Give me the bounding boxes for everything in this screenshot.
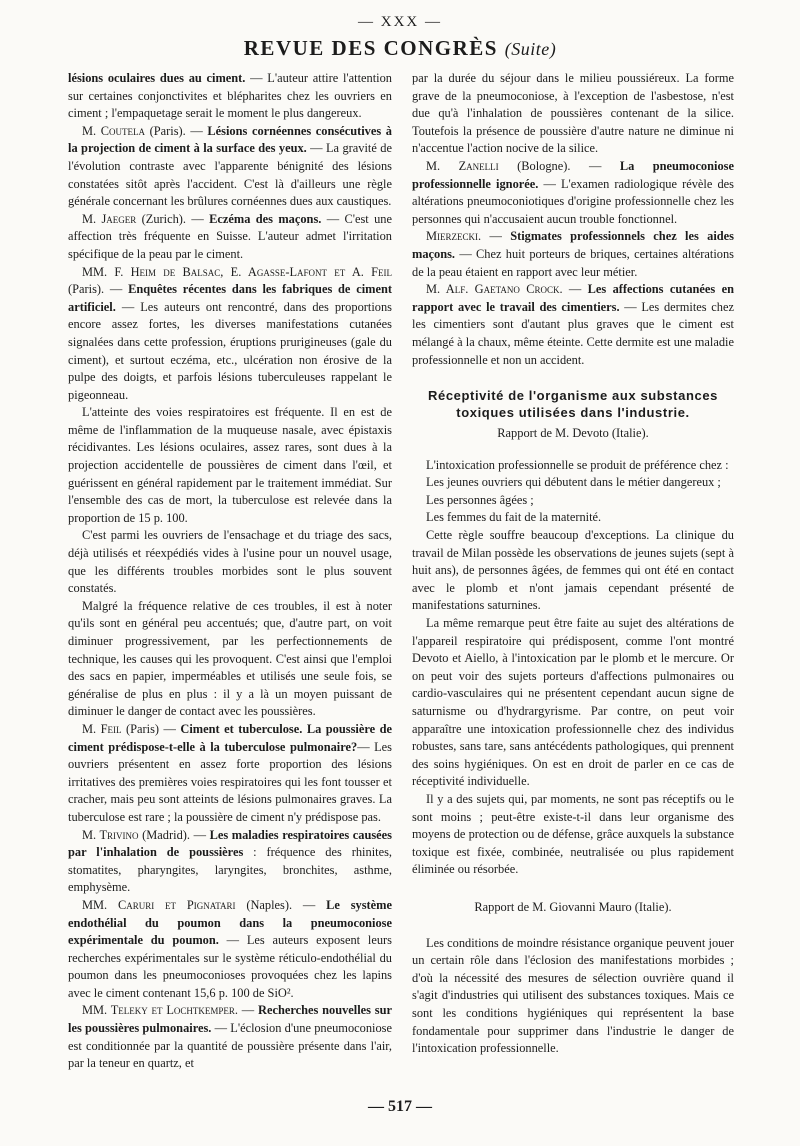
paragraph — [412, 158, 734, 228]
roman-page-number: — XXX — — [358, 14, 442, 30]
paragraph — [68, 264, 392, 405]
bold-text: Le système endothélial du poumon dans la pneumoconiose expérimentale du poumon. — [68, 897, 392, 948]
paragraph — [68, 211, 392, 264]
bold-text: Eczéma des maçons. — [209, 211, 322, 226]
text: — Les ouvriers présentent en assez forte proportion des lésions irritatives des premières voies respiratoires qui les font tousser et cracher, mais peu sont atteints de lésions pulmonaires graves. La tuberculose est rare ; la poussière de ciment n'y prédispose pas. — [68, 739, 393, 824]
paragraph: La même remarque peut être faite au sujet des altérations de l'appareil respiratoire qui prédisposent, comme l'ont montré Devoto et Aiello, à l'intoxication par le plomb et le mercure. Or on peut voir des sujets porteurs d'affections pulmonaires ou cardio-vasculaires qui ne présentent cependant aucun signe de saturnisme ou d'hydrargyrisme. Par contre, on peut voir apparaître une intoxication professionnelle chez des individus robustes, sans tare, sans antécédents pathologiques, qui prennent des soins hygiéniques. On est en droit de parler en ce cas de réceptivité individuelle. — [412, 616, 734, 789]
right-column — [412, 70, 734, 1058]
bold-text: Stigmates professionnels chez les aides maçons. — [412, 229, 734, 261]
author: MM. Caruri et Pignatari — [82, 897, 236, 912]
bold-text: Lésions cornéennes consécutives à la projection de ciment à la surface des yeux. — [68, 123, 392, 156]
paragraph — [68, 827, 392, 897]
bold-text: La pneumoconiose professionnelle ignorée. — [412, 158, 734, 191]
text: (Paris). — — [68, 282, 129, 297]
text: — Chez huit porteurs de briques, certaines altérations de la peau étaient en rapport avec leur métier. — [412, 246, 734, 279]
bold-text: Recherches nouvelles sur les poussières pulmonaires. — [68, 1003, 392, 1036]
author: Mierzecki. — [426, 229, 482, 244]
paragraph: Malgré la fréquence relative de ces troubles, il est à noter qu'ils sont en général peu accentués; que, d'autre part, on voit diminuer progressivement, par les perfectionnements de technique, les causes qui les provoquent. C'est ainsi que l'emploi des sacs en papier, imperméables et utilisés une seule fois, se généralise de plus en plus : il y a là un moyen puissant de diminuer le danger de contact avec les poussières. — [68, 598, 392, 719]
author: M. Trivino — [82, 827, 139, 842]
paragraph: par la durée du séjour dans le milieu poussiéreux. La forme grave de la pneumoconiose, à l'exception de l'asbestose, n'est due qu'à l'inhalation de poussières contenant de la silice. Toutefois la présence de poussière d'autre nature ne diminue ni n'accentue l'action nocive de la silice. — [412, 71, 734, 156]
author: M. Jaeger — [82, 211, 137, 226]
paragraph: Il y a des sujets qui, par moments, ne sont pas réceptifs ou le sont moins ; peut-être existe-t-il dans leur organisme des moyens de protection ou de défense, grâce auxquels la substance toxique est fixée, combinée, neutralisée ou plus rapidement éliminée ou résorbée. — [412, 791, 734, 877]
paragraph — [412, 281, 734, 369]
text: — La gravité de l'évolution contraste avec l'apparente bénignité des lésions constatées sitôt après l'accident. C'est là d'ailleurs une règle générale concernant les brûlures cornéennes dues aux caustiques. — [68, 141, 392, 209]
bold-text: Enquêtes récentes dans les fabriques de ciment artificiel. — [68, 282, 392, 314]
text: — — [562, 282, 588, 297]
page-title — [0, 36, 800, 61]
paragraph: Les personnes âgées ; — [426, 492, 534, 507]
text: — Les auteurs exposent leurs recherches expérimentales sur le système réticulo-endothélial du poumon dans les pneumoconioses provoquées chez les lapins avec le ciment contenant 15,6 p. 100 de SiO². — [68, 933, 392, 1000]
title-text: REVUE DES CONGRÈS — [243, 36, 498, 60]
page-number: — 517 — — [368, 1098, 432, 1115]
text: (Paris). — — [145, 123, 208, 138]
text: (Bologne). — — [498, 158, 620, 173]
text: — L'éclosion d'une pneumoconiose est conditionnée par la quantité de poussière présente dans l'air, par la teneur en quartz, et — [68, 1021, 392, 1071]
author: MM. Teleky et Lochtkemper. — [82, 1003, 239, 1018]
paragraph: C'est parmi les ouvriers de l'ensachage et du triage des sacs, déjà utilisés et réexpédiés vides à l'usine pour un nouvel usage, que les différents troubles morbides sont le plus souvent constatés. — [68, 528, 392, 596]
paragraph — [412, 228, 734, 281]
author: MM. F. Heim de Balsac, E. Agasse-Lafont et A. Feil — [82, 264, 392, 279]
author: M. Coutela — [82, 123, 145, 138]
author: M. Feil — [82, 721, 122, 736]
paragraph: L'atteinte des voies respiratoires est fréquente. Il en est de même de l'inflammation de la muqueuse nasale, avec épistaxis récidivantes. Les lésions oculaires, assez rares, sont dues à la projection accidentelle de poussières de ciment dans l'œil, et guérissent en général rapidement par le traitement immédiat. Sur l'ensemble des cas de mort, la tuberculose est relevée dans la proportion de 15 p. 100. — [68, 405, 392, 525]
text: (Madrid). — — [138, 827, 210, 842]
paragraph: Les conditions de moindre résistance organique peuvent jouer un certain rôle dans l'éclosion des manifestations morbides ; d'où la nécessité des mesures de sélection ouvrière quand il s'agit d'industries qui utilisent des substances toxiques. Mais ce sont les conditions hygiéniques qui représentent la base fondamentale pour supprimer dans l'industrie le danger de l'intoxication professionnelle. — [412, 935, 734, 1056]
text: — — [238, 1003, 258, 1018]
rapport-heading: Rapport de M. Giovanni Mauro (Italie). — [474, 899, 672, 914]
text: — Les dermites chez les cimentiers sont d'autant plus graves que le ciment est mélangé à la chaux, même éteinte. Cette dermite est une maladie professionnelle et non un accident. — [412, 299, 735, 367]
text: — C'est une affection très fréquente en Suisse. L'auteur admet l'irritation spécifique de la peau par le ciment. — [68, 211, 392, 261]
author: M. Zanelli — [426, 158, 499, 173]
paragraph — [68, 721, 392, 827]
text: — Les auteurs ont rencontré, dans des proportions encore assez fortes, les diverses manifestations cutanées signalées dans cette profession, éruptions prurigineuses (gale du ciment), et surtout eczéma, etc., ulcération non érosive de la pulpe des doigts, et parfois lésions tuberculeuses rappelant le pigeonneau. — [68, 299, 392, 402]
paragraph — [68, 1002, 392, 1072]
section-title: Réceptivité de l'organisme aux substances toxiques utilisées dans l'industrie. — [428, 388, 718, 421]
text: — L'auteur attire l'attention sur certaines conjonctivites et blépharites chez les ouvriers en ciment ; l'empaquetage serait le moment le plus dangereux. — [68, 71, 392, 121]
bold-text: Ciment et tuberculose. La poussière de ciment prédispose-t-elle à la tuberculose pulmonaire? — [68, 721, 392, 754]
bold-text: lésions oculaires dues au ciment. — [68, 71, 246, 85]
text: — L'examen radiologique révèle des altérations pneumoconiotiques d'origine professionnelle chez les personnes qui n'accusaient aucun trouble fonctionnel. — [412, 176, 734, 226]
paragraph — [68, 123, 392, 211]
paragraph: Les femmes du fait de la maternité. — [426, 510, 602, 525]
text: : fréquence des rhinites, stomatites, pharyngites, laryngites, bronchites, asthme, emphysème. — [68, 845, 392, 895]
bold-text: Les affections cutanées en rapport avec le travail des cimentiers. — [412, 282, 734, 314]
title-suite: (Suite) — [504, 39, 557, 59]
author: M. Alf. Gaetano Crock. — [426, 282, 563, 297]
paragraph: L'intoxication professionnelle se produit de préférence chez : — [426, 457, 729, 472]
paragraph — [68, 70, 392, 123]
text: — — [481, 229, 511, 244]
paragraph — [68, 897, 392, 1003]
rapport-heading: Rapport de M. Devoto (Italie). — [497, 426, 649, 441]
left-column — [68, 70, 392, 1073]
paragraph: Cette règle souffre beaucoup d'exceptions. La clinique du travail de Milan possède les observations de jeunes sujets (sept à huit ans), de personnes âgées, de femmes qui ont été en contact avec le plomb et n'ont jamais cependant présenté de manifestations saturnines. — [412, 528, 734, 613]
paragraph: Les jeunes ouvriers qui débutent dans le métier dangereux ; — [426, 475, 721, 490]
text: (Zurich). — — [136, 211, 210, 226]
text: (Naples). — — [235, 897, 327, 912]
text: (Paris) — — [121, 721, 181, 736]
bold-text: Les maladies respiratoires causées par l'inhalation de poussières — [68, 827, 393, 860]
